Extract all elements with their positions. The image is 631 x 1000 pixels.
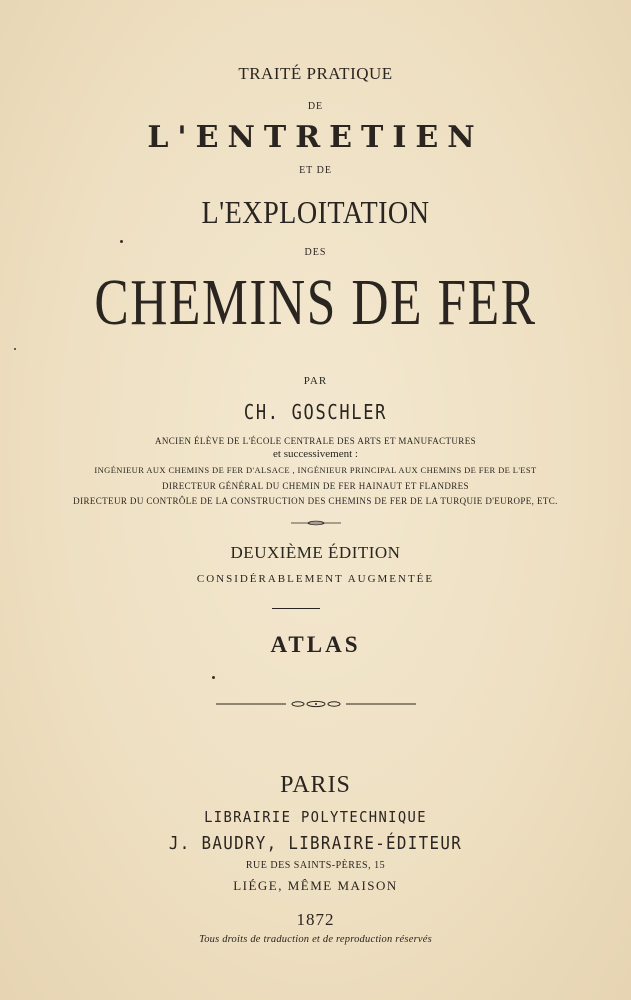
credential-line: DIRECTEUR GÉNÉRAL DU CHEMIN DE FER HAINAUT ET FLANDRES bbox=[162, 481, 469, 491]
publisher-editor: J. BAUDRY, LIBRAIRE-ÉDITEUR bbox=[168, 833, 463, 854]
connector-et-de: ET DE bbox=[299, 165, 332, 176]
short-rule bbox=[272, 608, 320, 609]
publisher-branch: LIÉGE, MÊME MAISON bbox=[233, 878, 398, 893]
edition-label: DEUXIÈME ÉDITION bbox=[230, 543, 401, 562]
rights-notice: Tous droits de traduction et de reproduction réservés bbox=[199, 934, 432, 945]
edition-note: CONSIDÉRABLEMENT AUGMENTÉE bbox=[196, 573, 435, 585]
volume-label: ATLAS bbox=[270, 632, 361, 657]
connector-de: DE bbox=[307, 101, 324, 112]
credential-line: DIRECTEUR DU CONTRÔLE DE LA CONSTRUCTION DES CHEMINS DE FER DE LA TURQUIE D'EUROPE, ETC. bbox=[73, 496, 558, 506]
ink-speck bbox=[212, 676, 215, 679]
title-exploitation: L'EXPLOITATION bbox=[201, 194, 430, 230]
by-line: PAR bbox=[303, 375, 328, 387]
ornament-divider-small bbox=[0, 520, 631, 526]
publication-city: PARIS bbox=[280, 772, 351, 798]
author-name: CH. GOSCHLER bbox=[243, 400, 388, 424]
ornament-divider-large bbox=[0, 700, 631, 708]
title-entretien: L'ENTRETIEN bbox=[147, 120, 484, 155]
connector-des: DES bbox=[304, 247, 327, 258]
credential-line: INGÉNIEUR AUX CHEMINS DE FER D'ALSACE , INGÉNIEUR PRINCIPAL AUX CHEMINS DE FER DE L'EST bbox=[94, 465, 537, 475]
credential-line: ANCIEN ÉLÈVE DE L'ÉCOLE CENTRALE DES ARTS ET MANUFACTURES bbox=[154, 436, 477, 446]
ink-speck bbox=[14, 348, 16, 350]
publication-year: 1872 bbox=[296, 910, 335, 929]
credential-line: et successivement : bbox=[273, 448, 358, 460]
publisher-address: RUE DES SAINTS-PÈRES, 15 bbox=[245, 860, 386, 871]
main-title: CHEMINS DE FER bbox=[94, 266, 537, 339]
subtitle-traite: TRAITÉ PRATIQUE bbox=[238, 64, 393, 83]
ink-speck bbox=[120, 240, 123, 243]
publisher-name: LIBRAIRIE POLYTECHNIQUE bbox=[204, 808, 427, 826]
